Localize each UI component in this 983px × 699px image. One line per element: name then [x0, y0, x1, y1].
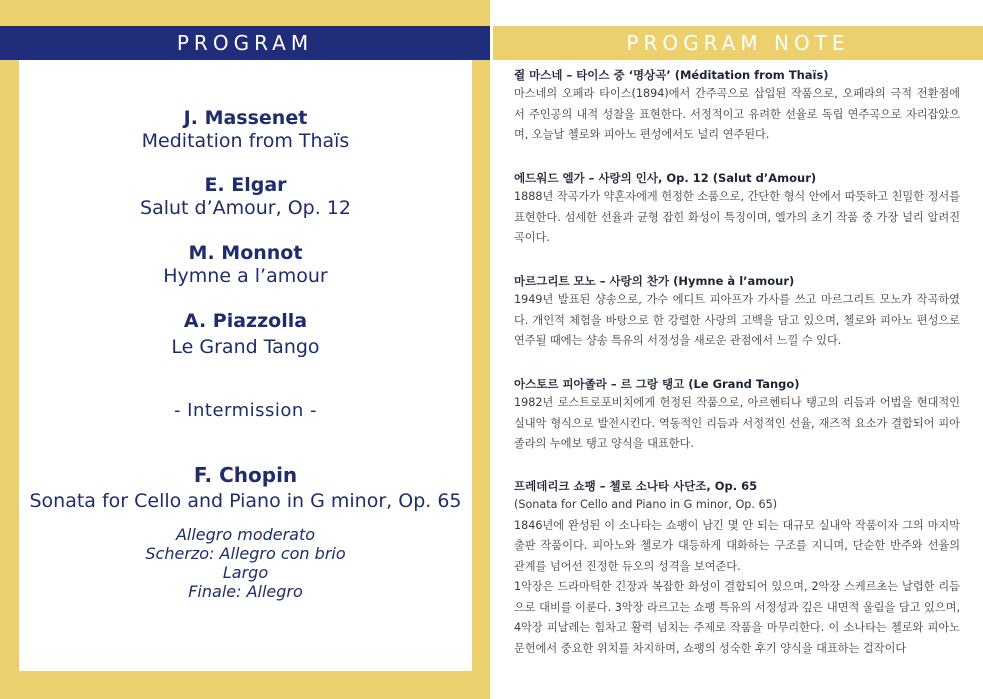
movement-list — [19, 525, 472, 601]
piece-piazzolla — [19, 310, 472, 359]
note-body-continued: 1악장은 드라마틱한 긴장과 복잡한 화성이 결합되어 있으며, 2악장 스케르초는 날렵한 리듬으로 대비를 이룬다. 3악장 라르고는 쇼팽 특유의 서정성과 깊은 내면적 울림을 담고 있으며, 4악장 피날레는 힘차고 활력 넘치는 주제로 작품을 마무리한다. 이 소나타는 첼로와 피아노 문헌에서 중요한 위치를 차지하며, 쇼팽의 성숙한 후기 양식을 대표하는 걸작이다 — [514, 580, 960, 655]
piece-monnot — [19, 242, 472, 288]
note-massenet — [514, 66, 960, 146]
work-title-chopin: Sonata for Cello and Piano in G minor, Op. 65 — [29, 490, 462, 512]
composer-name: E. Elgar — [204, 174, 287, 196]
note-title: 쥘 마스네 – 타이스 중 ‘명상곡’ (Méditation from Thaïs) — [514, 68, 829, 82]
note-body: 1846년에 완성된 이 소나타는 쇼팽이 남긴 몇 안 되는 대규모 실내악 작품이자 그의 마지막 출판 작품이다. 피아노와 첼로가 대등하게 대화하는 구조를 지니며, 단순한 반주와 선율의 관계를 넘어선 진정한 듀오의 성격을 보여준다. — [514, 518, 960, 573]
column-divider — [490, 0, 493, 699]
movement-item: Largo — [222, 563, 269, 582]
note-elgar — [514, 169, 960, 249]
composer-name: J. Massenet — [183, 107, 308, 129]
work-title: Hymne a l’amour — [163, 265, 328, 287]
movement-item: Allegro moderato — [175, 525, 316, 544]
movement-item: Scherzo: Allegro con brio — [145, 544, 346, 563]
note-subtitle: (Sonata for Cello and Piano in G minor, Op. 65) — [514, 498, 778, 511]
program-header: PROGRAM — [0, 26, 490, 60]
note-monnot — [514, 272, 960, 352]
note-body: 마스네의 오페라 타이스(1894)에서 간주곡으로 삽입된 작품으로, 오페라의 극적 전환점에서 주인공의 내적 성찰을 표현한다. 서정적이고 유려한 선율로 독립 연주곡으로 자리잡았으며, 오늘날 첼로와 피아노 편성에서도 널리 연주된다. — [514, 87, 960, 141]
note-body: 1949년 발표된 샹송으로, 가수 에디트 피아프가 가사를 쓰고 마르그리트 모노가 작곡하였다. 개인적 체험을 바탕으로 한 강렬한 사랑의 고백을 담고 있으며, 첼로와 피아노 편성으로 연주될 때에는 샹송 특유의 서정성을 새로운 관점에서 느낄 수 있다. — [514, 293, 960, 347]
intermission-label: - Intermission - — [173, 400, 318, 421]
note-body: 1982년 로스트로포비치에게 헌정된 작품으로, 아르헨티나 탱고의 리듬과 어법을 현대적인 실내악 형식으로 발전시킨다. 역동적인 리듬과 서정적인 선율, 재즈적 요소가 결합되어 피아졸라의 누에보 탱고 양식을 대표한다. — [514, 396, 960, 450]
note-body: 1888년 작곡가가 약혼자에게 헌정한 소품으로, 간단한 형식 안에서 따뜻하고 친밀한 정서를 표현한다. 섬세한 선율과 균형 잡힌 화성이 특징이며, 엘가의 초기 작품 중 가장 널리 알려진 곡이다. — [514, 190, 960, 244]
composer-name: A. Piazzolla — [183, 310, 308, 332]
note-title: 마르그리트 모노 – 사랑의 찬가 (Hymne à l’amour) — [514, 274, 795, 288]
note-title: 아스토르 피아졸라 – 르 그랑 탱고 (Le Grand Tango) — [514, 377, 800, 391]
program-card — [19, 60, 472, 671]
movement-item: Finale: Allegro — [188, 582, 303, 601]
work-title: Le Grand Tango — [171, 336, 320, 358]
piece-massenet — [19, 107, 472, 153]
piece-elgar — [19, 174, 472, 220]
note-piazzolla — [514, 375, 960, 455]
note-title: 프레데리크 쇼팽 – 첼로 소나타 사단조, Op. 65 — [514, 479, 758, 493]
work-title: Salut d’Amour, Op. 12 — [140, 197, 351, 219]
work-title: Meditation from Thaïs — [141, 130, 350, 152]
composer-name: M. Monnot — [188, 242, 303, 264]
program-note-header: PROGRAM NOTE — [493, 26, 983, 60]
note-title: 에드워드 엘가 – 사랑의 인사, Op. 12 (Salut d’Amour) — [514, 171, 817, 185]
composer-name-chopin: F. Chopin — [193, 463, 298, 487]
note-chopin — [514, 477, 960, 659]
program-panel — [0, 0, 490, 699]
